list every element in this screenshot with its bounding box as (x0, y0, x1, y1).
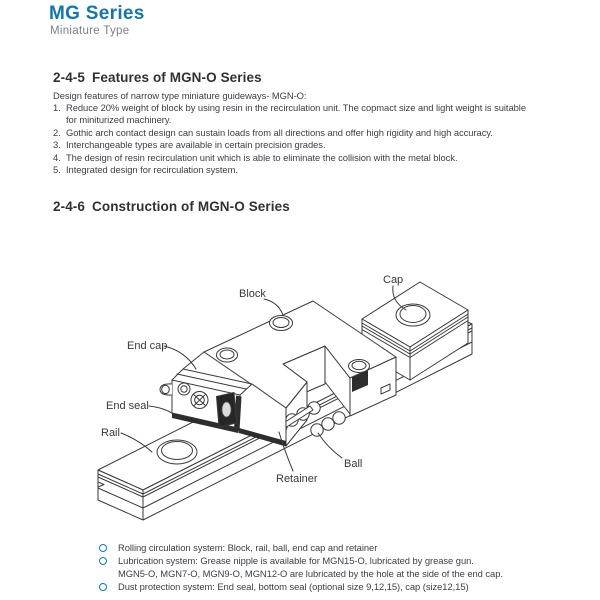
label-block: Block (239, 288, 266, 300)
page-subtitle: Miniature Type (50, 25, 130, 37)
features-heading-number: 2-4-5 (53, 70, 86, 85)
construction-heading-number: 2-4-6 (53, 199, 86, 214)
list-item: 4. The design of resin recirculation unit which is able to eliminate the collision with the metal block. (53, 151, 458, 163)
features-intro: Design features of narrow type miniature guideways- MGN-O: (53, 90, 307, 101)
note-item: Rolling circulation system: Block, rail, ball, end cap and retainer (99, 541, 503, 554)
circle-bullet-icon (99, 557, 107, 565)
label-rail: Rail (101, 427, 120, 439)
label-end-seal: End seal (106, 400, 149, 412)
label-end-cap: End cap (127, 340, 168, 352)
list-item: 1. Reduce 20% weight of block by using resin in the recirculation unit. The copmact size and light weight is suitable for miniturized machinery. (53, 102, 527, 126)
construction-notes (99, 541, 503, 593)
features-heading-text: Features of MGN-O Series (92, 70, 262, 85)
list-item: 2. Gothic arch contact design can sustain loads from all directions and offer high rigidity and high accuracy. (53, 126, 493, 138)
label-ball: Ball (344, 458, 363, 470)
construction-heading-text: Construction of MGN-O Series (92, 199, 290, 214)
note-item: Dust protection system: End seal, bottom seal (optional size 9,12,15), cap (size12,15) (99, 580, 503, 593)
label-cap: Cap (383, 274, 404, 286)
list-item: 3. Interchangeable types are available in certain precision grades. (53, 139, 326, 151)
label-retainer: Retainer (276, 473, 318, 485)
circle-bullet-icon (99, 583, 107, 591)
page-title: MG Series (49, 3, 145, 24)
circle-bullet-icon (99, 544, 107, 552)
note-item: Lubrication system: Grease nipple is available for MGN15-O, lubricated by grease gun. MGN5-O, MGN7-O, MGN9-O, MGN12-O are lubricated by the hole at the side of the end cap. (99, 554, 503, 580)
list-item: 5. Integrated design for recirculation system. (53, 164, 238, 176)
